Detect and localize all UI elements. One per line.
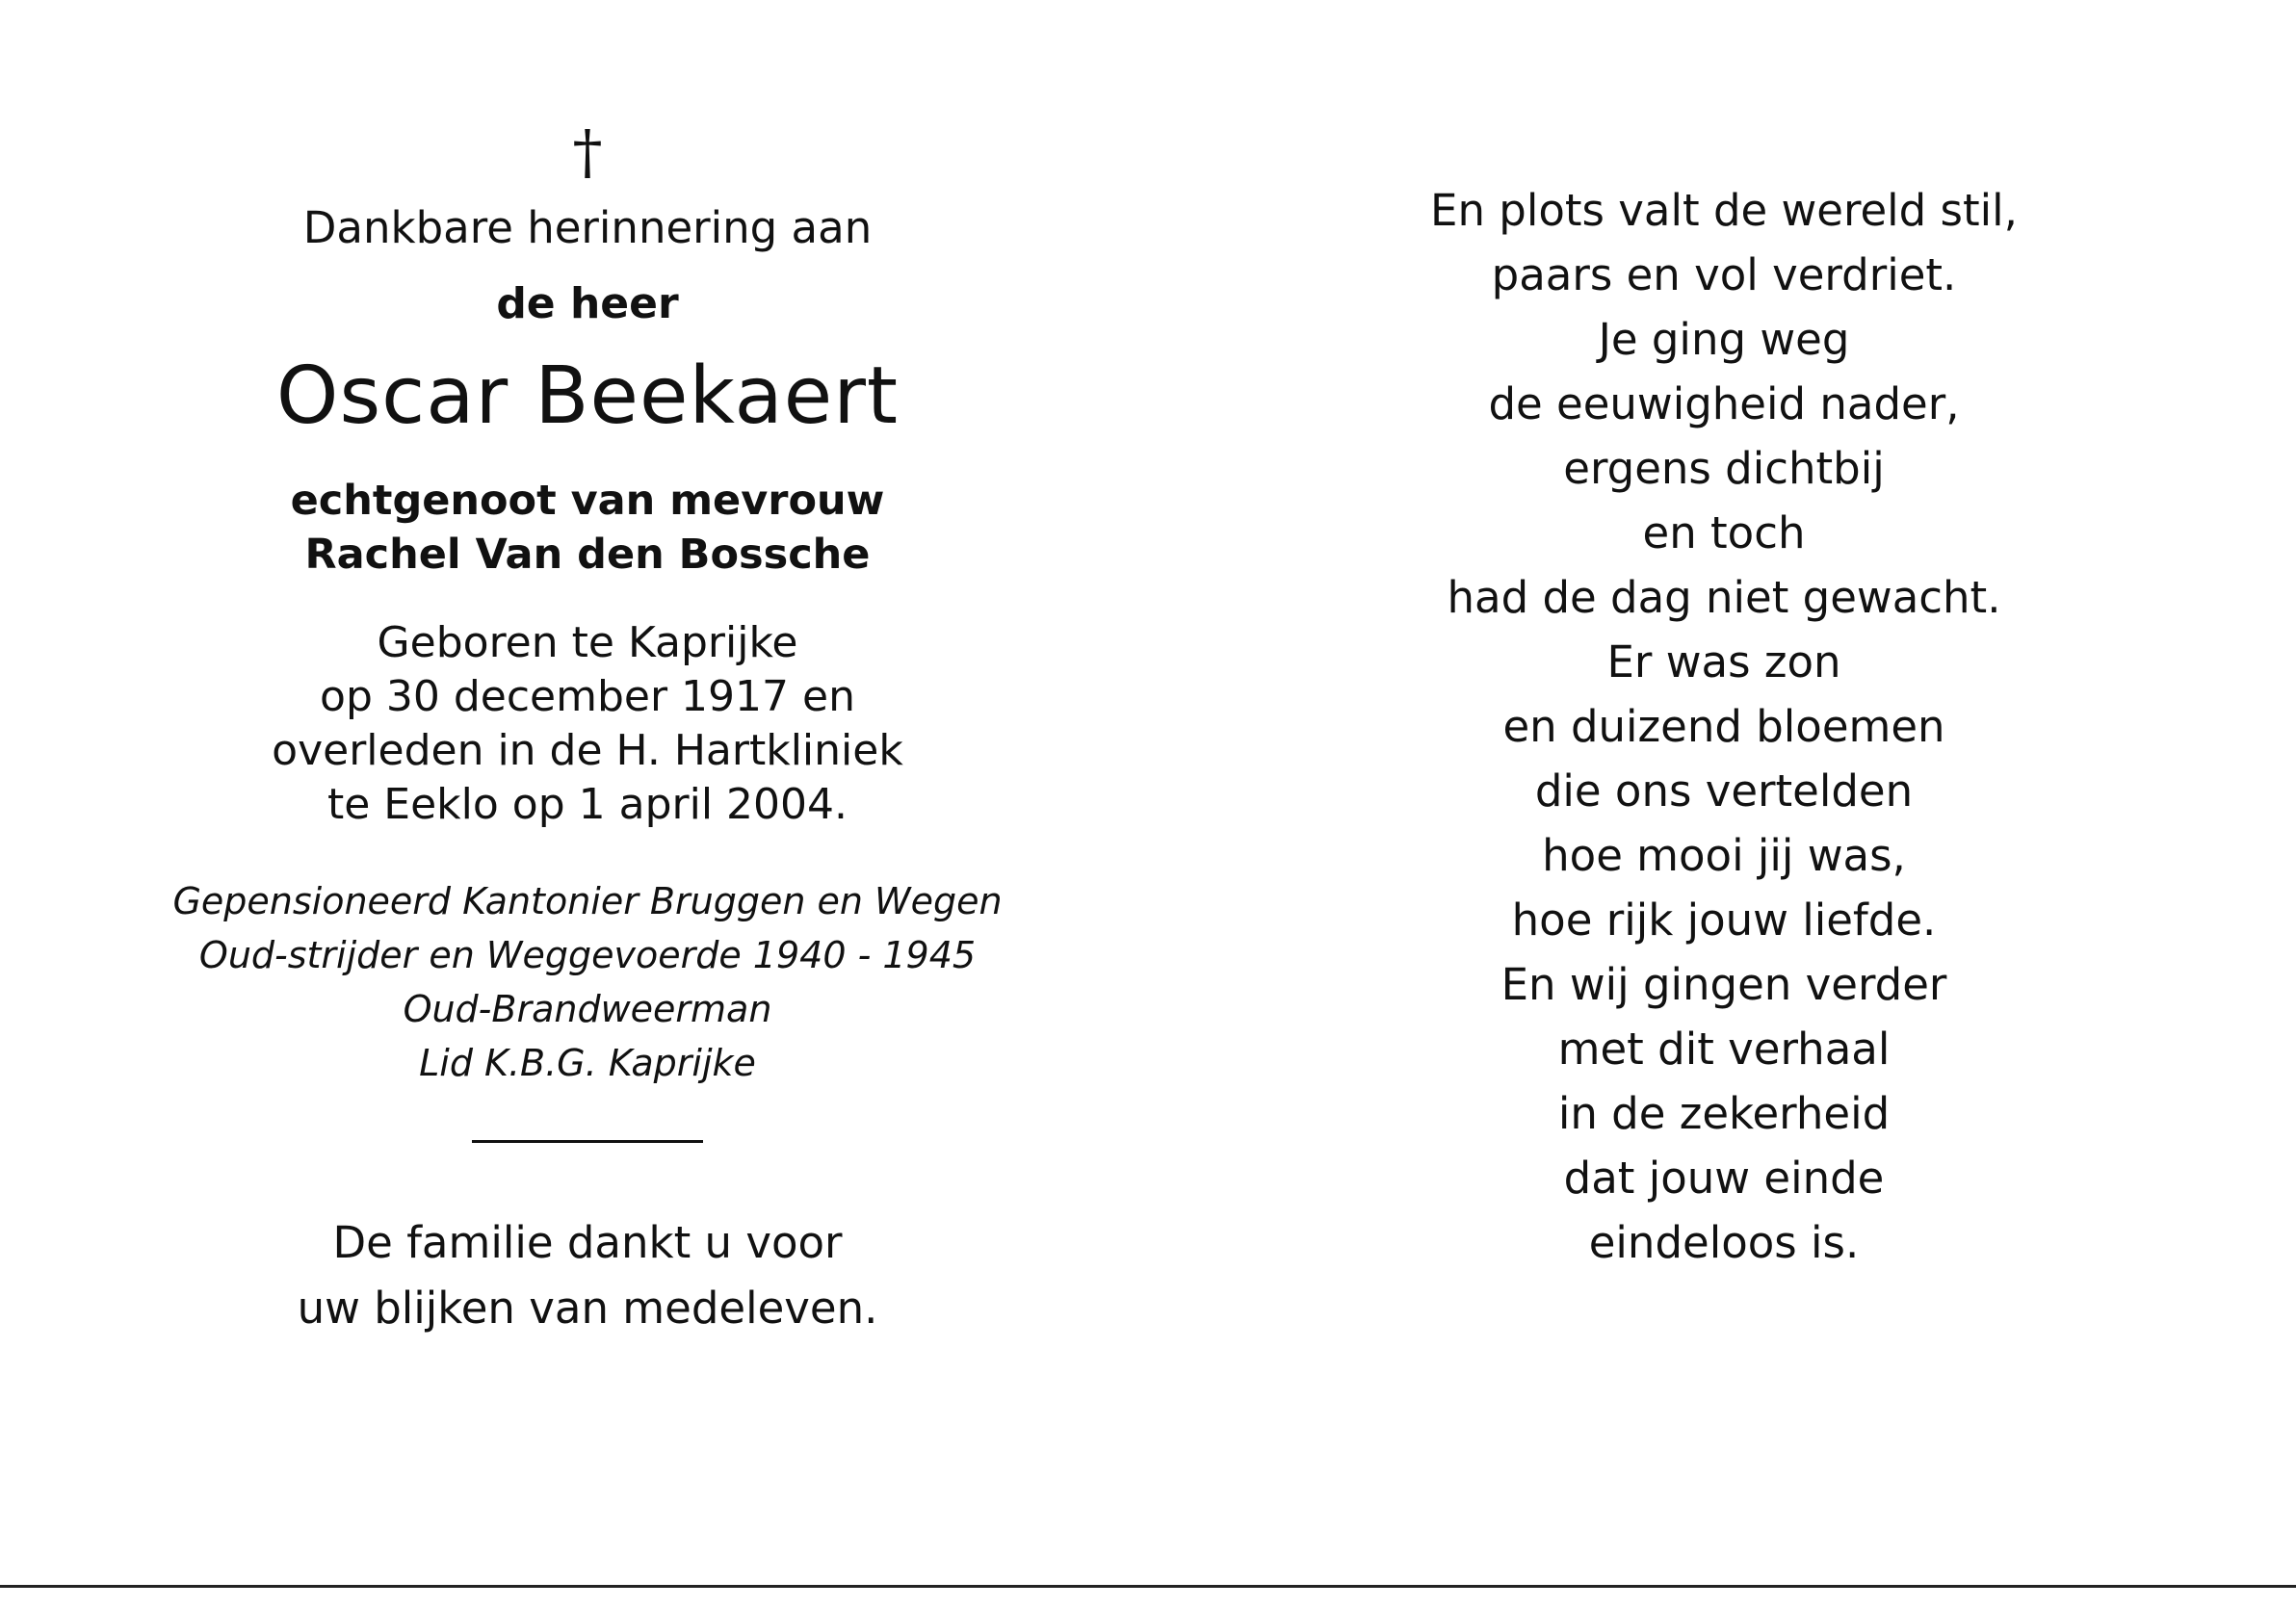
deceased-name: Oscar Beekaert	[275, 350, 900, 442]
career-line: Gepensioneerd Kantonier Bruggen en Wegen	[172, 880, 1003, 922]
honorific: de heer	[496, 279, 679, 328]
memorial-text-panel	[154, 116, 1021, 1341]
cross-icon: †	[572, 117, 603, 187]
poem-line: Er was zon	[1606, 636, 1841, 687]
poem-line: eindeloos is.	[1588, 1217, 1860, 1268]
career-line: Lid K.B.G. Kaprijke	[419, 1042, 756, 1084]
separator-line	[472, 1140, 703, 1143]
poem-line: paars en vol verdriet.	[1491, 249, 1957, 300]
poem-line: de eeuwigheid nader,	[1488, 378, 1960, 429]
poem-line: en duizend bloemen	[1502, 701, 1945, 752]
thanks-block	[154, 1210, 1021, 1341]
career-line: Oud-Brandweerman	[403, 988, 772, 1030]
intro-text: Dankbare herinnering aan	[302, 202, 873, 253]
career-block	[154, 874, 1021, 1090]
thanks-line: De familie dankt u voor	[332, 1217, 843, 1268]
poem-line: hoe mooi jij was,	[1542, 830, 1906, 881]
poem-line: ergens dichtbij	[1563, 443, 1885, 494]
poem-line: die ons vertelden	[1534, 765, 1914, 817]
birth-place: Geboren te Kaprijke	[377, 618, 798, 667]
thanks-line: uw blijken van medeleven.	[297, 1283, 878, 1334]
death-place: overleden in de H. Hartkliniek	[272, 726, 903, 775]
bottom-border-line	[0, 1585, 2296, 1588]
spouse-block	[154, 474, 1021, 582]
career-line: Oud-strijder en Weggevoerde 1940 - 1945	[198, 934, 977, 976]
poem-line: En wij gingen verder	[1500, 959, 1947, 1010]
life-dates-block	[154, 616, 1021, 832]
birth-date: op 30 december 1917 en	[320, 672, 855, 721]
death-date: te Eeklo op 1 april 2004.	[327, 780, 848, 829]
poem-line: Je ging weg	[1598, 314, 1850, 365]
poem-line: En plots valt de wereld stil,	[1430, 185, 2018, 236]
poem-panel	[1406, 178, 2042, 1275]
poem-line: had de dag niet gewacht.	[1447, 572, 2001, 623]
poem-line: hoe rijk jouw liefde.	[1511, 895, 1937, 946]
spouse-name: Rachel Van den Bossche	[304, 531, 871, 579]
spouse-line: echtgenoot van mevrouw	[290, 477, 885, 525]
poem-line: in de zekerheid	[1557, 1088, 1891, 1139]
poem-line: dat jouw einde	[1563, 1153, 1885, 1204]
poem-line: met dit verhaal	[1557, 1024, 1891, 1075]
poem-line: en toch	[1642, 507, 1806, 558]
